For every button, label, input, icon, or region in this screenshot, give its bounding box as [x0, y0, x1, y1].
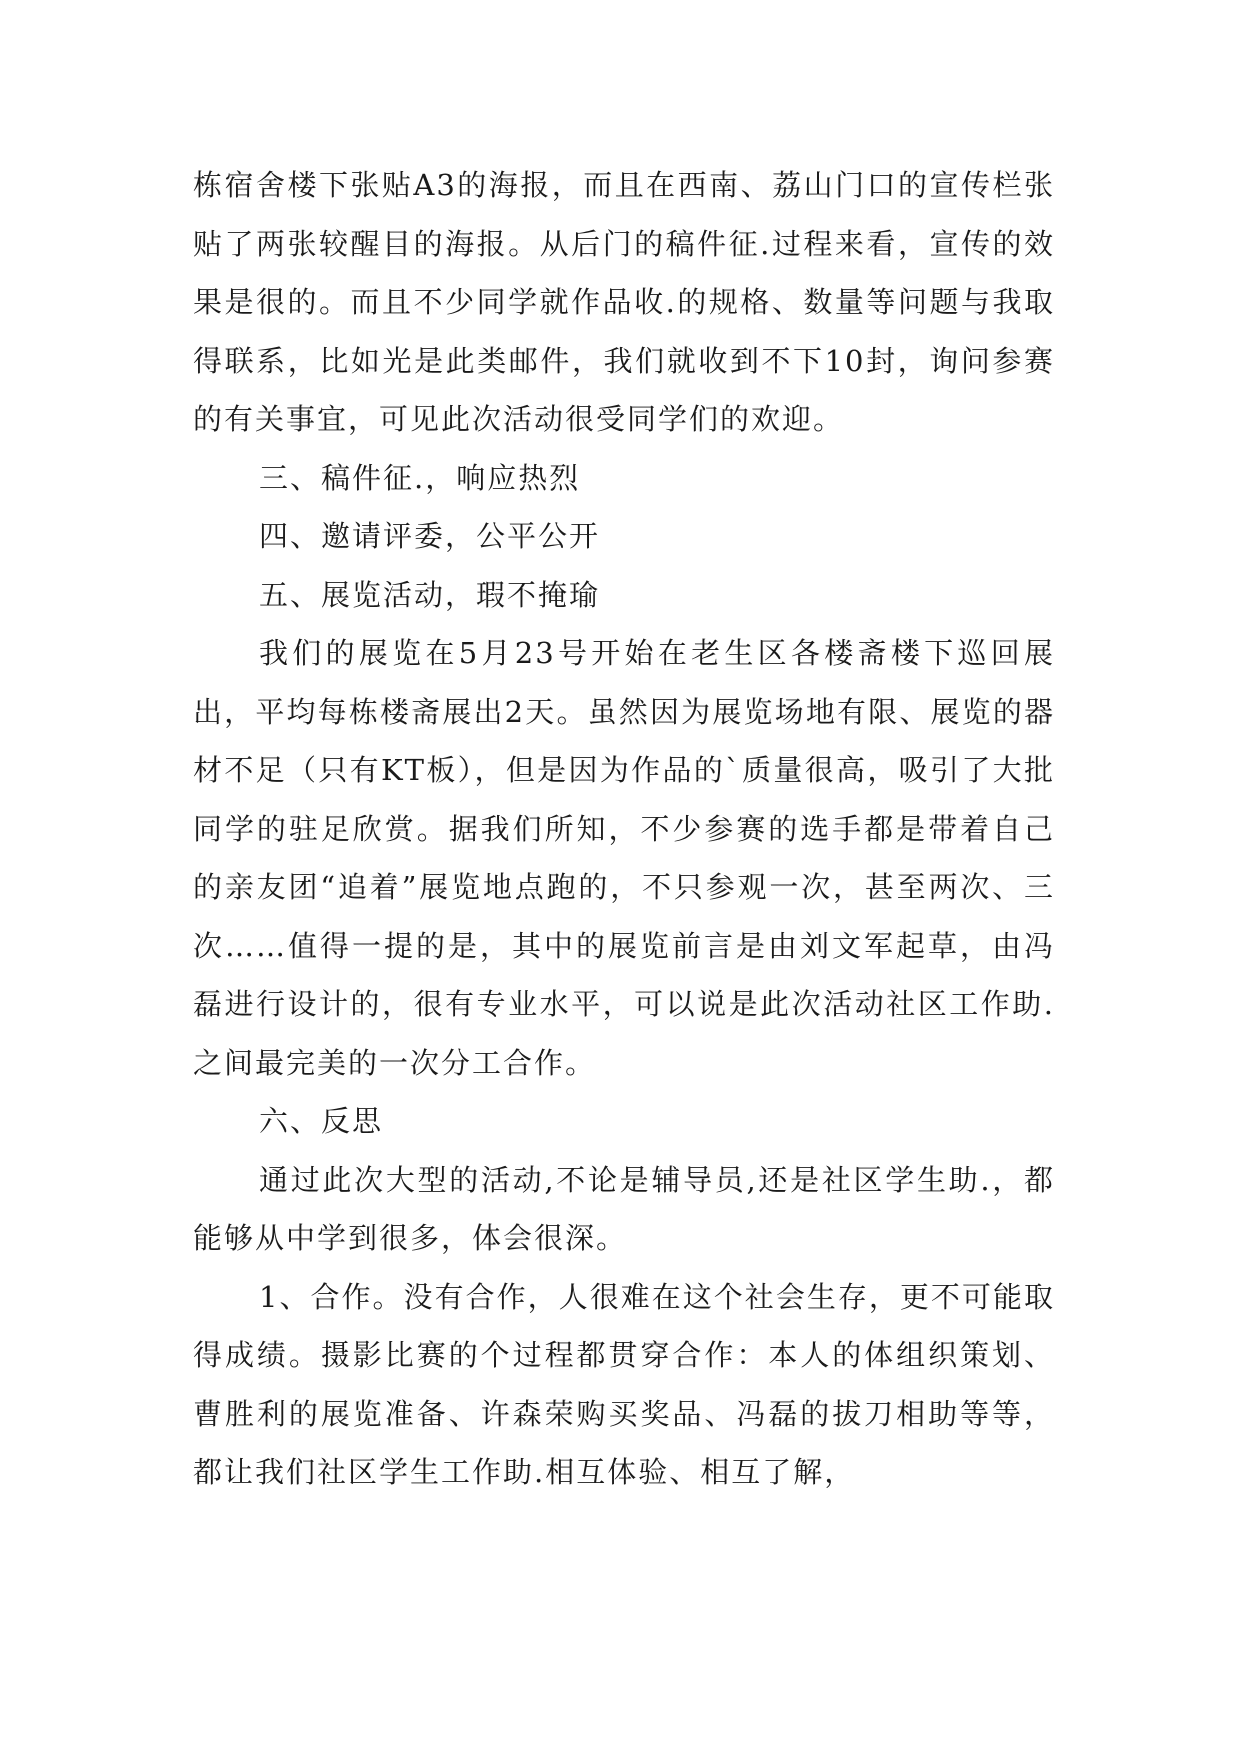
heading-reflection: 六、反思 [259, 1104, 384, 1138]
heading-exhibition: 五、展览活动，瑕不掩瑜 [259, 577, 601, 612]
paragraph-exhibition: 我们的展览在5月23号开始在老生区各楼斋楼下巡回展出，平均每栋楼斋展出2天。虽然因为展览场地有限、展览的器材不足（只有KT板），但是因为作品的`质量很高，吸引了大批同学的驻足欣赏。据我们所知，不少参赛的选手都是带着自己的亲友团“追着”展览地点跑的，不只参观一次，甚至两次、三次……值得一提的是，其中的展览前言是由刘文军起草，由冯磊进行设计的，很有专业水平，可以说是此次活动社区工作助.之间最完美的一次分工合作。 [193, 636, 1055, 1080]
heading-judges: 四、邀请评委，公平公开 [259, 519, 601, 553]
paragraph-reflection-intro: 通过此次大型的活动,不论是辅导员,还是社区学生助.，都能够从中学到很多，体会很深。 [193, 1162, 1055, 1255]
paragraph-publicity: 栋宿舍楼下张贴A3的海报，而且在西南、荔山门口的宣传栏张贴了两张较醒目的海报。从后门的稿件征.过程来看，宣传的效果是很的。而且不少同学就作品收.的规格、数量等问题与我取得联系，比如光是此类邮件，我们就收到不下10封，询问参赛的有关事宜，可见此次活动很受同学们的欢迎。 [193, 168, 1055, 436]
paragraph-cooperation: 1、合作。没有合作，人很难在这个社会生存，更不可能取得成绩。摄影比赛的个过程都贯穿合作：本人的体组织策划、曹胜利的展览准备、许森荣购买奖品、冯磊的拔刀相助等等，都让我们社区学生工作助.相互体验、相互了解， [193, 1279, 1055, 1489]
document-body [193, 156, 1055, 1502]
heading-submissions: 三、稿件征.，响应热烈 [259, 460, 581, 495]
